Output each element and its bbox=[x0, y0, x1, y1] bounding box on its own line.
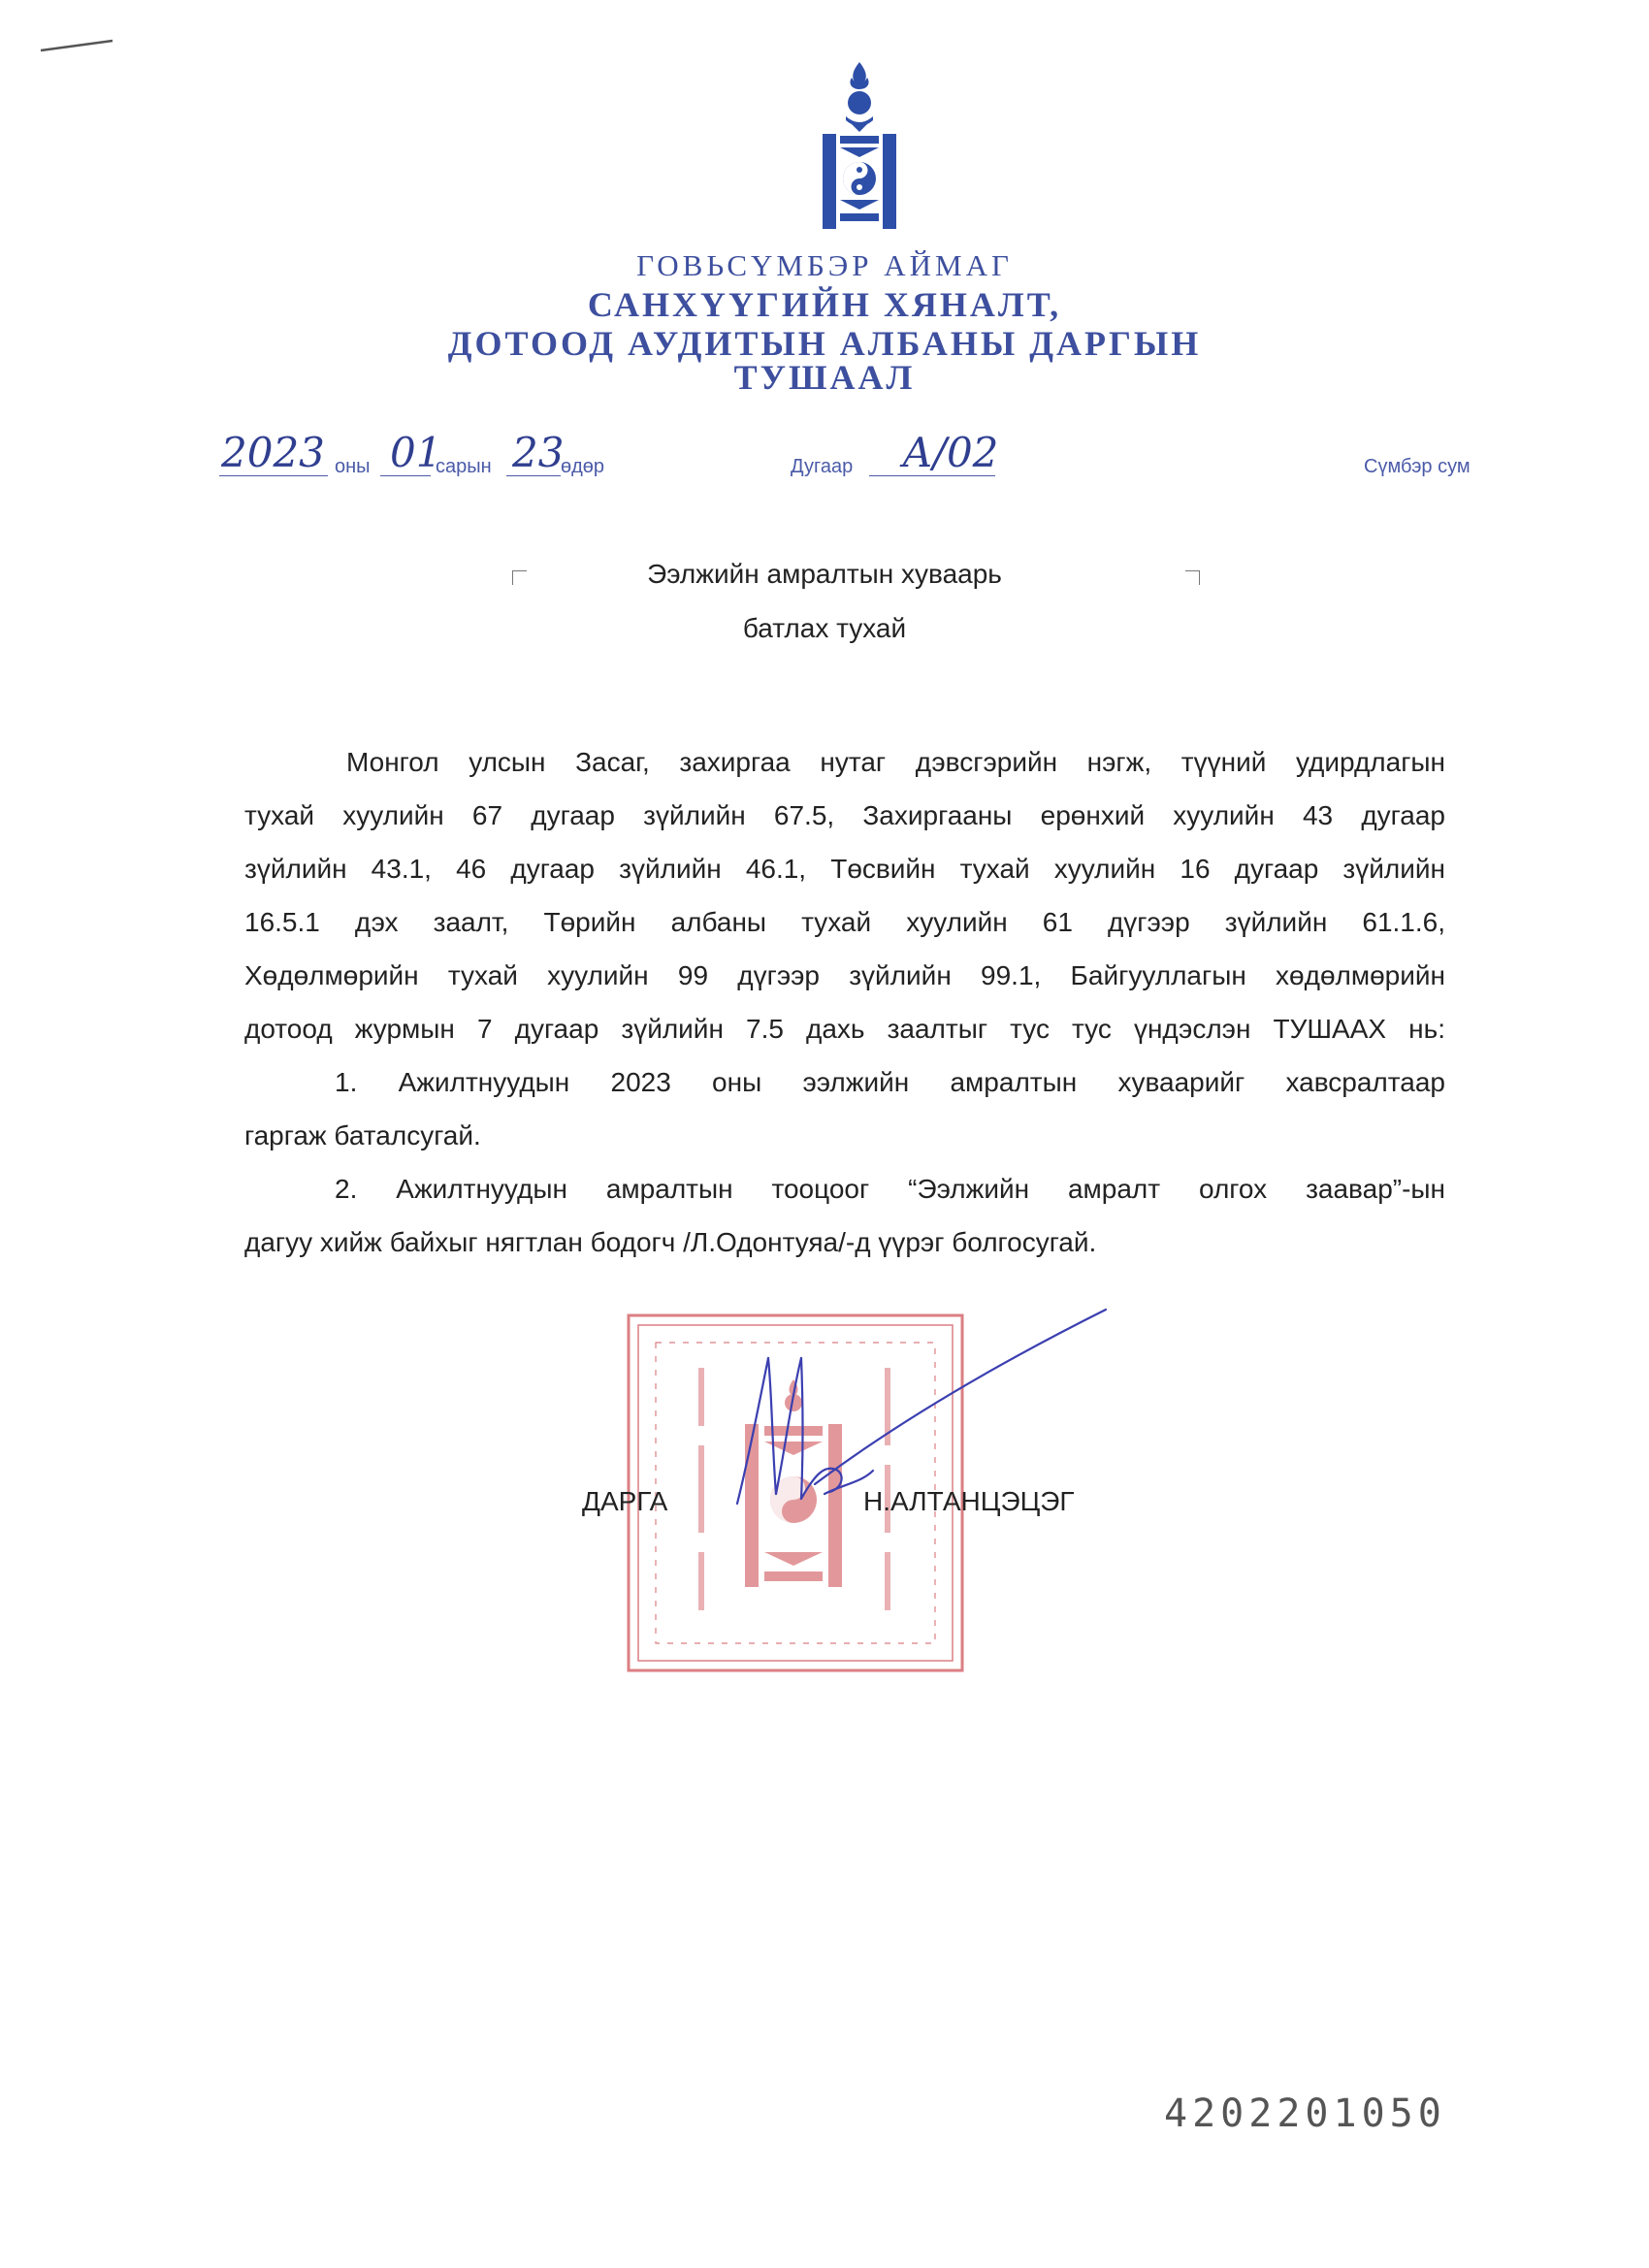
preamble-line: 16.5.1 дэх заалт, Төрийн албаны тухай хуулийн 61 дүгээр зүйлийн 61.1.6, bbox=[244, 907, 1445, 937]
document-barcode-number: 4202201050 bbox=[1164, 2091, 1446, 2136]
order-item-1-line: 1. Ажилтнуудын 2023 оны ээлжийн амралтын хуваарийг хавсралтаар bbox=[335, 1067, 1445, 1097]
title-line2: батлах тухай bbox=[742, 613, 907, 643]
office-heading-line1: САНХҮҮГИЙН ХЯНАЛТ, bbox=[587, 285, 1062, 324]
date-day-label: өдөр bbox=[561, 456, 605, 477]
preamble-line: зүйлийн 43.1, 46 дугаар зүйлийн 46.1, Төсвийн тухай хуулийн 16 дугаар зүйлийн bbox=[244, 854, 1445, 884]
date-month-label: сарын bbox=[436, 456, 492, 477]
office-heading-line2: ДОТООД АУДИТЫН АЛБАНЫ ДАРГЫН bbox=[447, 324, 1202, 363]
preamble-line: Хөдөлмөрийн тухай хуулийн 99 дүгээр зүйлийн 99.1, Байгууллагын хөдөлмөрийн bbox=[244, 960, 1445, 990]
title-line1: Ээлжийн амралтын хуваарь bbox=[647, 559, 1002, 589]
handwritten-signature bbox=[679, 1300, 1125, 1523]
signatory-name: Н.АЛТАНЦЭЦЭГ bbox=[863, 1486, 1075, 1516]
date-year: 2023 bbox=[221, 429, 325, 476]
date-month: 01 bbox=[390, 429, 442, 476]
soyombo-emblem-icon bbox=[813, 60, 906, 231]
preamble-line: дотоод журмын 7 дугаар зүйлийн 7.5 дахь заалтыг тус тус үндэслэн ТУШААХ нь: bbox=[244, 1014, 1445, 1044]
place-name: Сүмбэр сум bbox=[1364, 456, 1471, 477]
order-item-1-line: гаргаж баталсугай. bbox=[244, 1120, 481, 1150]
order-item-2-line: 2. Ажилтнуудын амралтын тооцоог “Ээлжийн амралт олгох заавар”-ын bbox=[335, 1174, 1445, 1204]
signatory-position: ДАРГА bbox=[582, 1486, 668, 1516]
scan-mark bbox=[39, 39, 114, 52]
province-heading: ГОВЬСҮМБЭР АЙМАГ bbox=[636, 248, 1013, 282]
document-number: А/02 bbox=[902, 429, 999, 476]
date-day: 23 bbox=[512, 429, 565, 476]
number-label: Дугаар bbox=[791, 456, 854, 477]
preamble-line: Монгол улсын Засаг, захиргаа нутаг дэвсгэрийн нэгж, түүний удирдлагын bbox=[346, 747, 1445, 777]
preamble-line: тухай хуулийн 67 дугаар зүйлийн 67.5, Захиргааны ерөнхий хуулийн 43 дугаар bbox=[244, 800, 1445, 830]
date-year-label: оны bbox=[335, 456, 371, 477]
document-type-heading: ТУШААЛ bbox=[733, 358, 916, 397]
order-item-2-line: дагуу хийж байхыг нягтлан бодогч /Л.Одонтуяа/-д үүрэг болгосугай. bbox=[244, 1227, 1097, 1257]
